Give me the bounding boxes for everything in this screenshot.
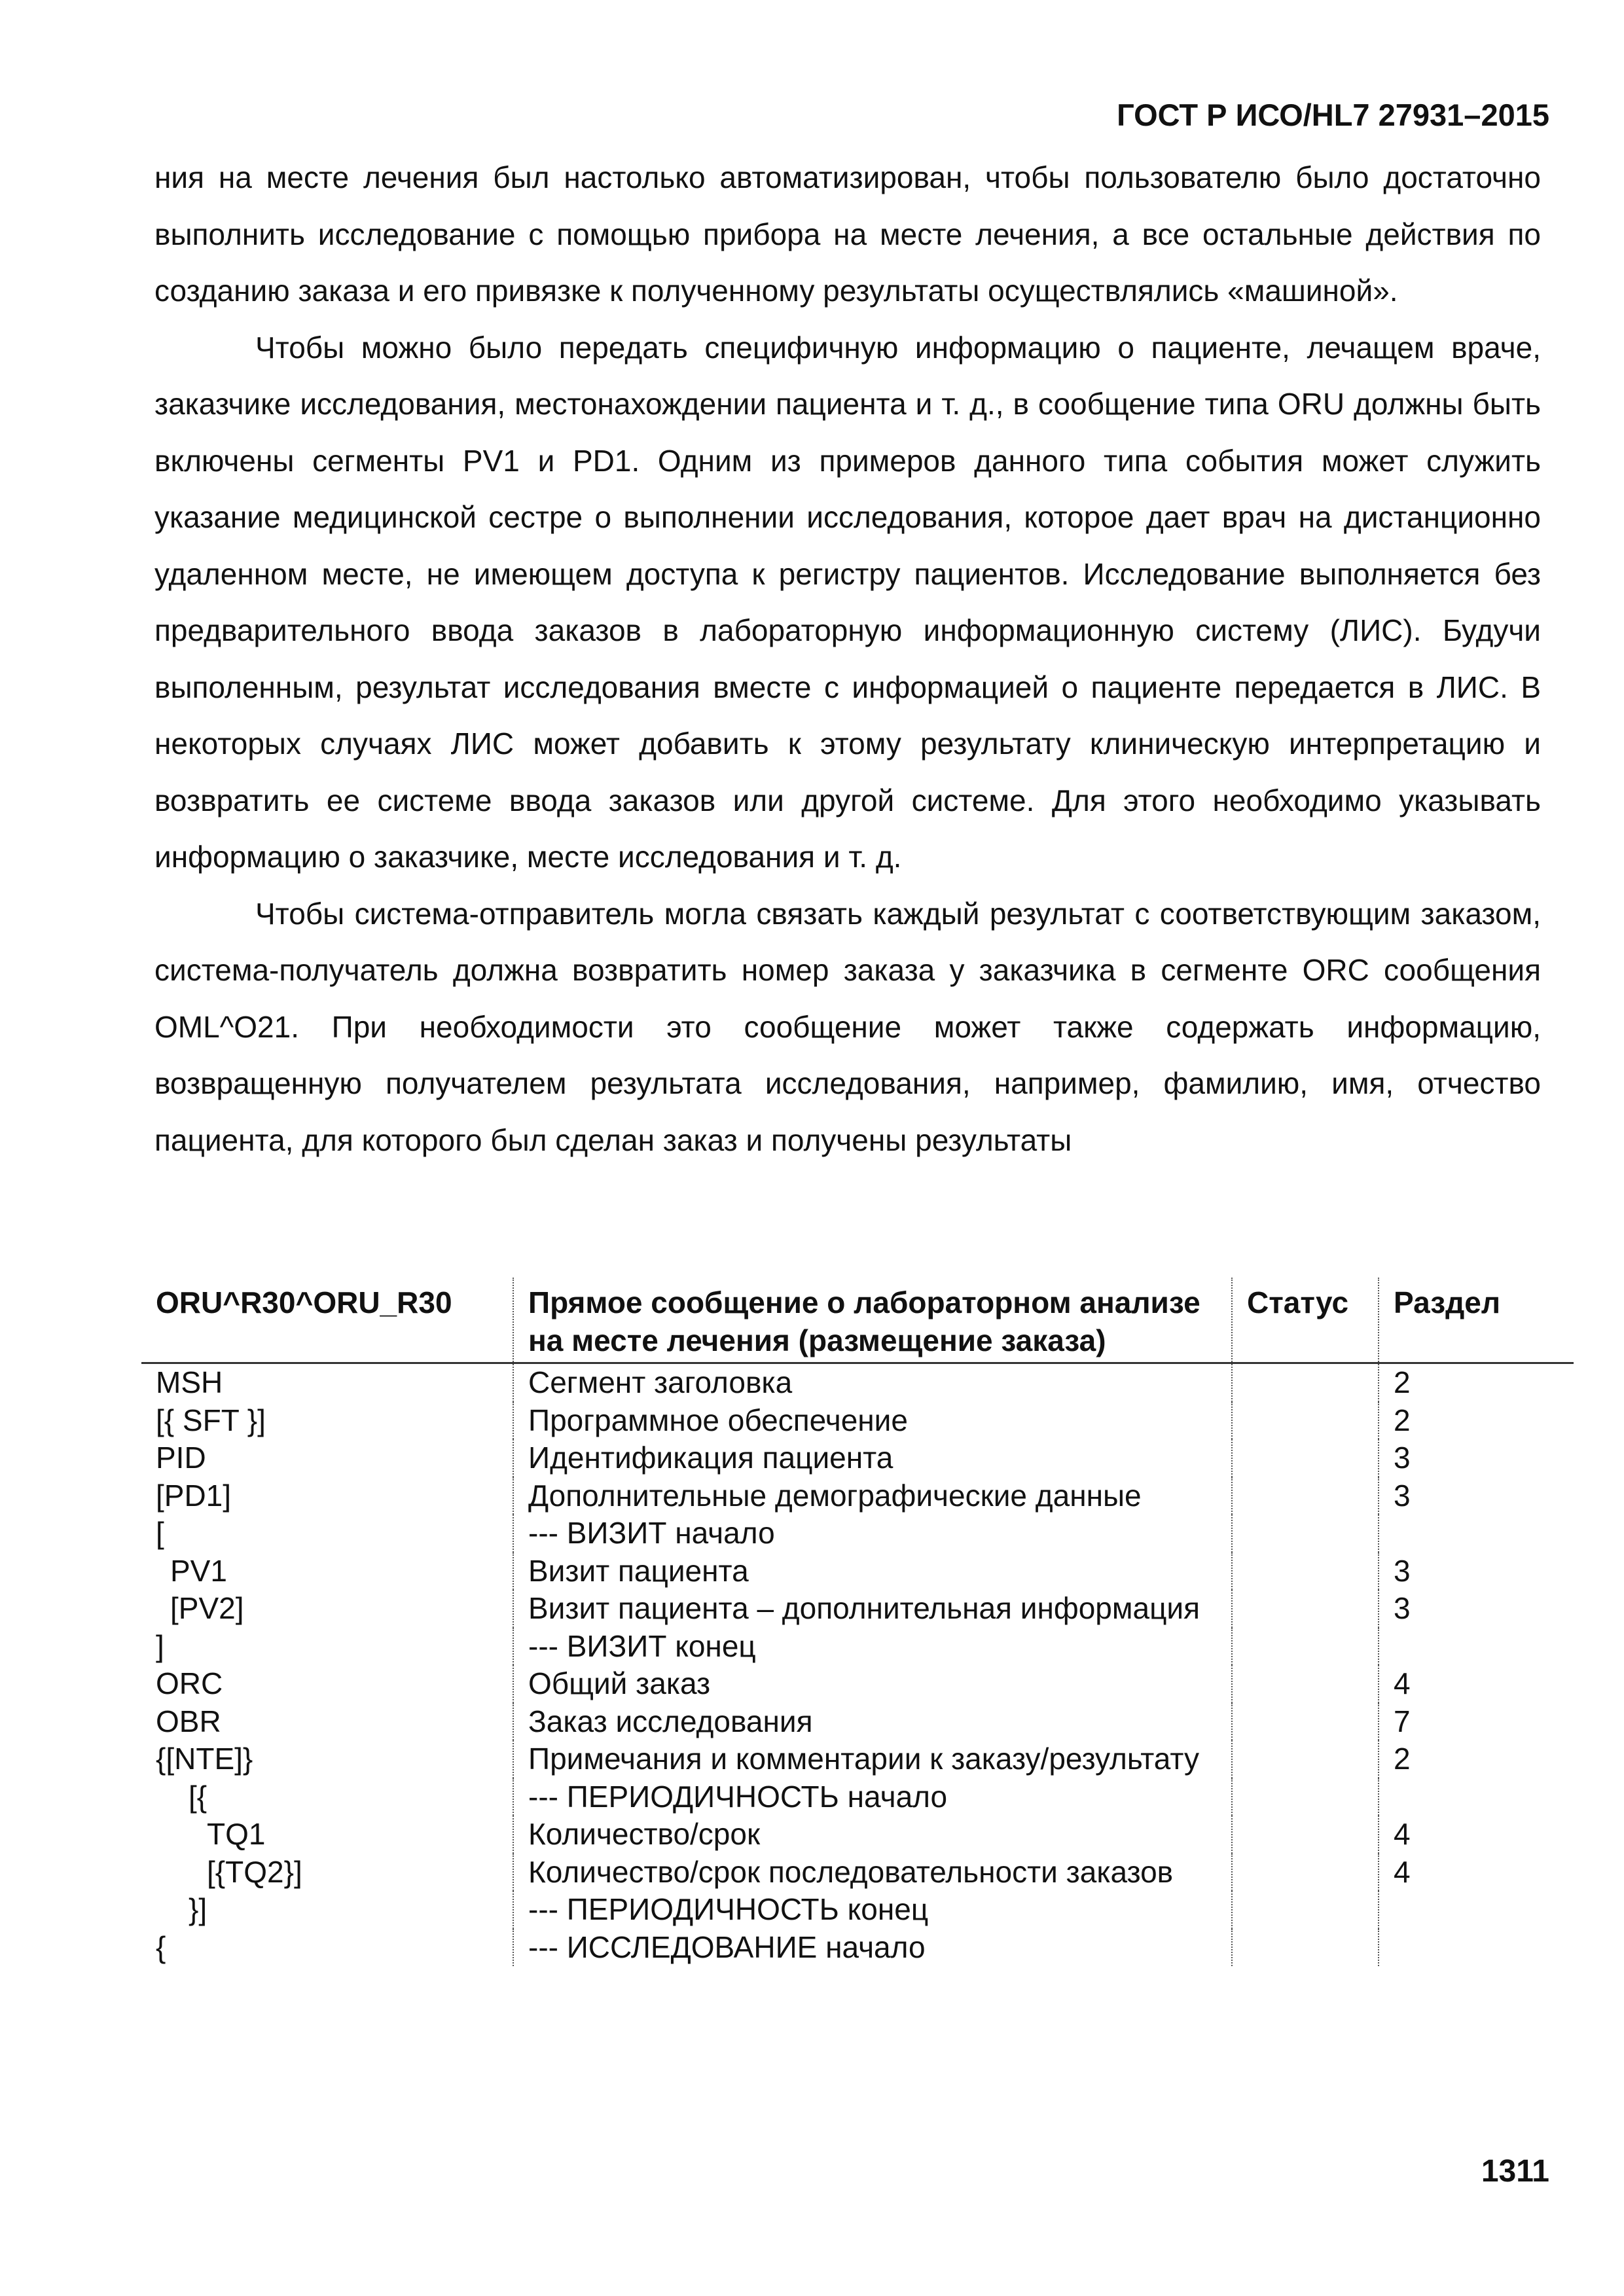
segment-section: 3 bbox=[1394, 1591, 1411, 1625]
table-row bbox=[141, 1891, 1574, 1929]
segment-status bbox=[1232, 1552, 1379, 1590]
segment-description: Идентификация пациента bbox=[513, 1439, 1232, 1477]
segment-section: 4 bbox=[1394, 1666, 1411, 1700]
segment-status bbox=[1232, 1402, 1379, 1440]
segment-description: Сегмент заголовка bbox=[513, 1363, 1232, 1402]
header-message-type: ORU^R30^ORU_R30 bbox=[141, 1278, 513, 1363]
header-section: Раздел bbox=[1379, 1278, 1574, 1363]
segment-section: 3 bbox=[1394, 1441, 1411, 1475]
segment-code: TQ1 bbox=[141, 1816, 513, 1854]
segment-status bbox=[1232, 1778, 1379, 1816]
segment-description: Количество/срок последовательности заказов bbox=[513, 1854, 1232, 1892]
segment-description: Заказ исследования bbox=[513, 1703, 1232, 1741]
table-row bbox=[141, 1703, 1574, 1741]
segment-code: PV1 bbox=[141, 1552, 513, 1590]
segment-code: ] bbox=[141, 1628, 513, 1666]
body-text bbox=[154, 149, 1541, 1168]
segment-section bbox=[1379, 1778, 1574, 1816]
segment-description: Общий заказ bbox=[513, 1665, 1232, 1703]
segment-code: [{ SFT }] bbox=[141, 1402, 513, 1440]
segment-status bbox=[1232, 1590, 1379, 1628]
segment-description: --- ПЕРИОДИЧНОСТЬ конец bbox=[513, 1891, 1232, 1929]
table-row bbox=[141, 1628, 1574, 1666]
document-header: ГОСТ Р ИСО/HL7 27931–2015 bbox=[1117, 98, 1549, 132]
page-number: 1311 bbox=[1481, 2154, 1549, 2189]
paragraph-2: Чтобы можно было передать специфичную информацию о пациенте, лечащем враче, заказчике исследования, местонахождении пациента и т. д., в сообщение типа ORU должны быть включены сегменты PV1 и PD1. Одним из примеров данного типа события может служить указание медицинской сестре о выполнении исследования, которое дает врач на дистанционно удаленном месте, не имеющем доступа к регистру пациентов. Исследование выполняется без предварительного ввода заказов в лабораторную информационную систему (ЛИС). Будучи выполенным, результат исследования вместе с информацией о пациенте передается в ЛИС. В некоторых случаях ЛИС может добавить к этому результату клиническую интерпретацию и возвратить ее системе ввода заказов или другой системе. Для этого необходимо указывать информацию о заказчике, месте исследования и т. д. bbox=[154, 330, 1541, 874]
segment-code: [ bbox=[141, 1515, 513, 1552]
segment-description: Программное обеспечение bbox=[513, 1402, 1232, 1440]
segment-section: 2 bbox=[1394, 1365, 1411, 1399]
segment-description: --- ПЕРИОДИЧНОСТЬ начало bbox=[513, 1778, 1232, 1816]
segment-code: ORC bbox=[141, 1665, 513, 1703]
table-row bbox=[141, 1402, 1574, 1440]
segment-description: Визит пациента bbox=[513, 1552, 1232, 1590]
segment-code: {[NTE]} bbox=[141, 1740, 513, 1778]
segment-section bbox=[1379, 1628, 1574, 1666]
segment-code: }] bbox=[141, 1891, 513, 1929]
segment-section: 4 bbox=[1394, 1854, 1411, 1889]
segment-section: 2 bbox=[1394, 1403, 1411, 1437]
segment-section: 7 bbox=[1394, 1704, 1411, 1738]
segment-code: [{TQ2}] bbox=[141, 1854, 513, 1892]
segment-section bbox=[1379, 1891, 1574, 1929]
segment-code: [PV2] bbox=[141, 1590, 513, 1628]
segment-status bbox=[1232, 1740, 1379, 1778]
table-row bbox=[141, 1363, 1574, 1402]
segment-description: --- ИССЛЕДОВАНИЕ начало bbox=[513, 1929, 1232, 1967]
segment-status bbox=[1232, 1703, 1379, 1741]
table-row bbox=[141, 1854, 1574, 1892]
segment-section bbox=[1379, 1929, 1574, 1967]
segment-status bbox=[1232, 1854, 1379, 1892]
segment-section: 3 bbox=[1394, 1553, 1411, 1588]
segment-status bbox=[1232, 1816, 1379, 1854]
table-row bbox=[141, 1740, 1574, 1778]
table-row bbox=[141, 1590, 1574, 1628]
table-row bbox=[141, 1515, 1574, 1552]
segment-status bbox=[1232, 1363, 1379, 1402]
paragraph-1: ния на месте лечения был настолько автоматизирован, чтобы пользователю было достаточно выполнить исследование с помощью прибора на месте лечения, а все остальные действия по созданию заказа и его привязке к полученному результаты осуществлялись «машиной». bbox=[154, 160, 1541, 308]
table-row bbox=[141, 1816, 1574, 1854]
segment-status bbox=[1232, 1628, 1379, 1666]
segment-status bbox=[1232, 1477, 1379, 1515]
table-header-row bbox=[141, 1278, 1574, 1363]
segment-section: 2 bbox=[1394, 1742, 1411, 1776]
segment-status bbox=[1232, 1891, 1379, 1929]
segment-section bbox=[1379, 1515, 1574, 1552]
segment-section: 4 bbox=[1394, 1817, 1411, 1851]
header-status: Статус bbox=[1232, 1278, 1379, 1363]
segment-description: --- ВИЗИТ конец bbox=[513, 1628, 1232, 1666]
table-row bbox=[141, 1439, 1574, 1477]
segment-section: 3 bbox=[1394, 1478, 1411, 1513]
paragraph-3: Чтобы система-отправитель могла связать каждый результат с соответствующим заказом, система-получатель должна возвратить номер заказа у заказчика в сегменте ORC сообщения OML^O21. При необходимости это сообщение может также содержать информацию, возвращенную получателем результата исследования, например, фамилию, имя, отчество пациента, для которого был сделан заказ и получены результаты bbox=[154, 896, 1541, 1157]
segment-code: PID bbox=[141, 1439, 513, 1477]
table-row bbox=[141, 1477, 1574, 1515]
header-description: Прямое сообщение о лабораторном анализе на месте лечения (размещение заказа) bbox=[513, 1278, 1232, 1363]
segment-description: Визит пациента – дополнительная информация bbox=[513, 1590, 1232, 1628]
table-row bbox=[141, 1929, 1574, 1967]
segment-description: Дополнительные демографические данные bbox=[513, 1477, 1232, 1515]
segment-description: --- ВИЗИТ начало bbox=[513, 1515, 1232, 1552]
segment-code: { bbox=[141, 1929, 513, 1967]
segment-status bbox=[1232, 1665, 1379, 1703]
segment-status bbox=[1232, 1515, 1379, 1552]
table-row bbox=[141, 1665, 1574, 1703]
segment-status bbox=[1232, 1929, 1379, 1967]
segment-code: [PD1] bbox=[141, 1477, 513, 1515]
table-row bbox=[141, 1552, 1574, 1590]
segment-status bbox=[1232, 1439, 1379, 1477]
segment-code: [{ bbox=[141, 1778, 513, 1816]
segment-description: Примечания и комментарии к заказу/результату bbox=[513, 1740, 1232, 1778]
segment-code: OBR bbox=[141, 1703, 513, 1741]
segment-code: MSH bbox=[141, 1363, 513, 1402]
segment-description: Количество/срок bbox=[513, 1816, 1232, 1854]
segment-table bbox=[141, 1278, 1574, 1966]
table-row bbox=[141, 1778, 1574, 1816]
